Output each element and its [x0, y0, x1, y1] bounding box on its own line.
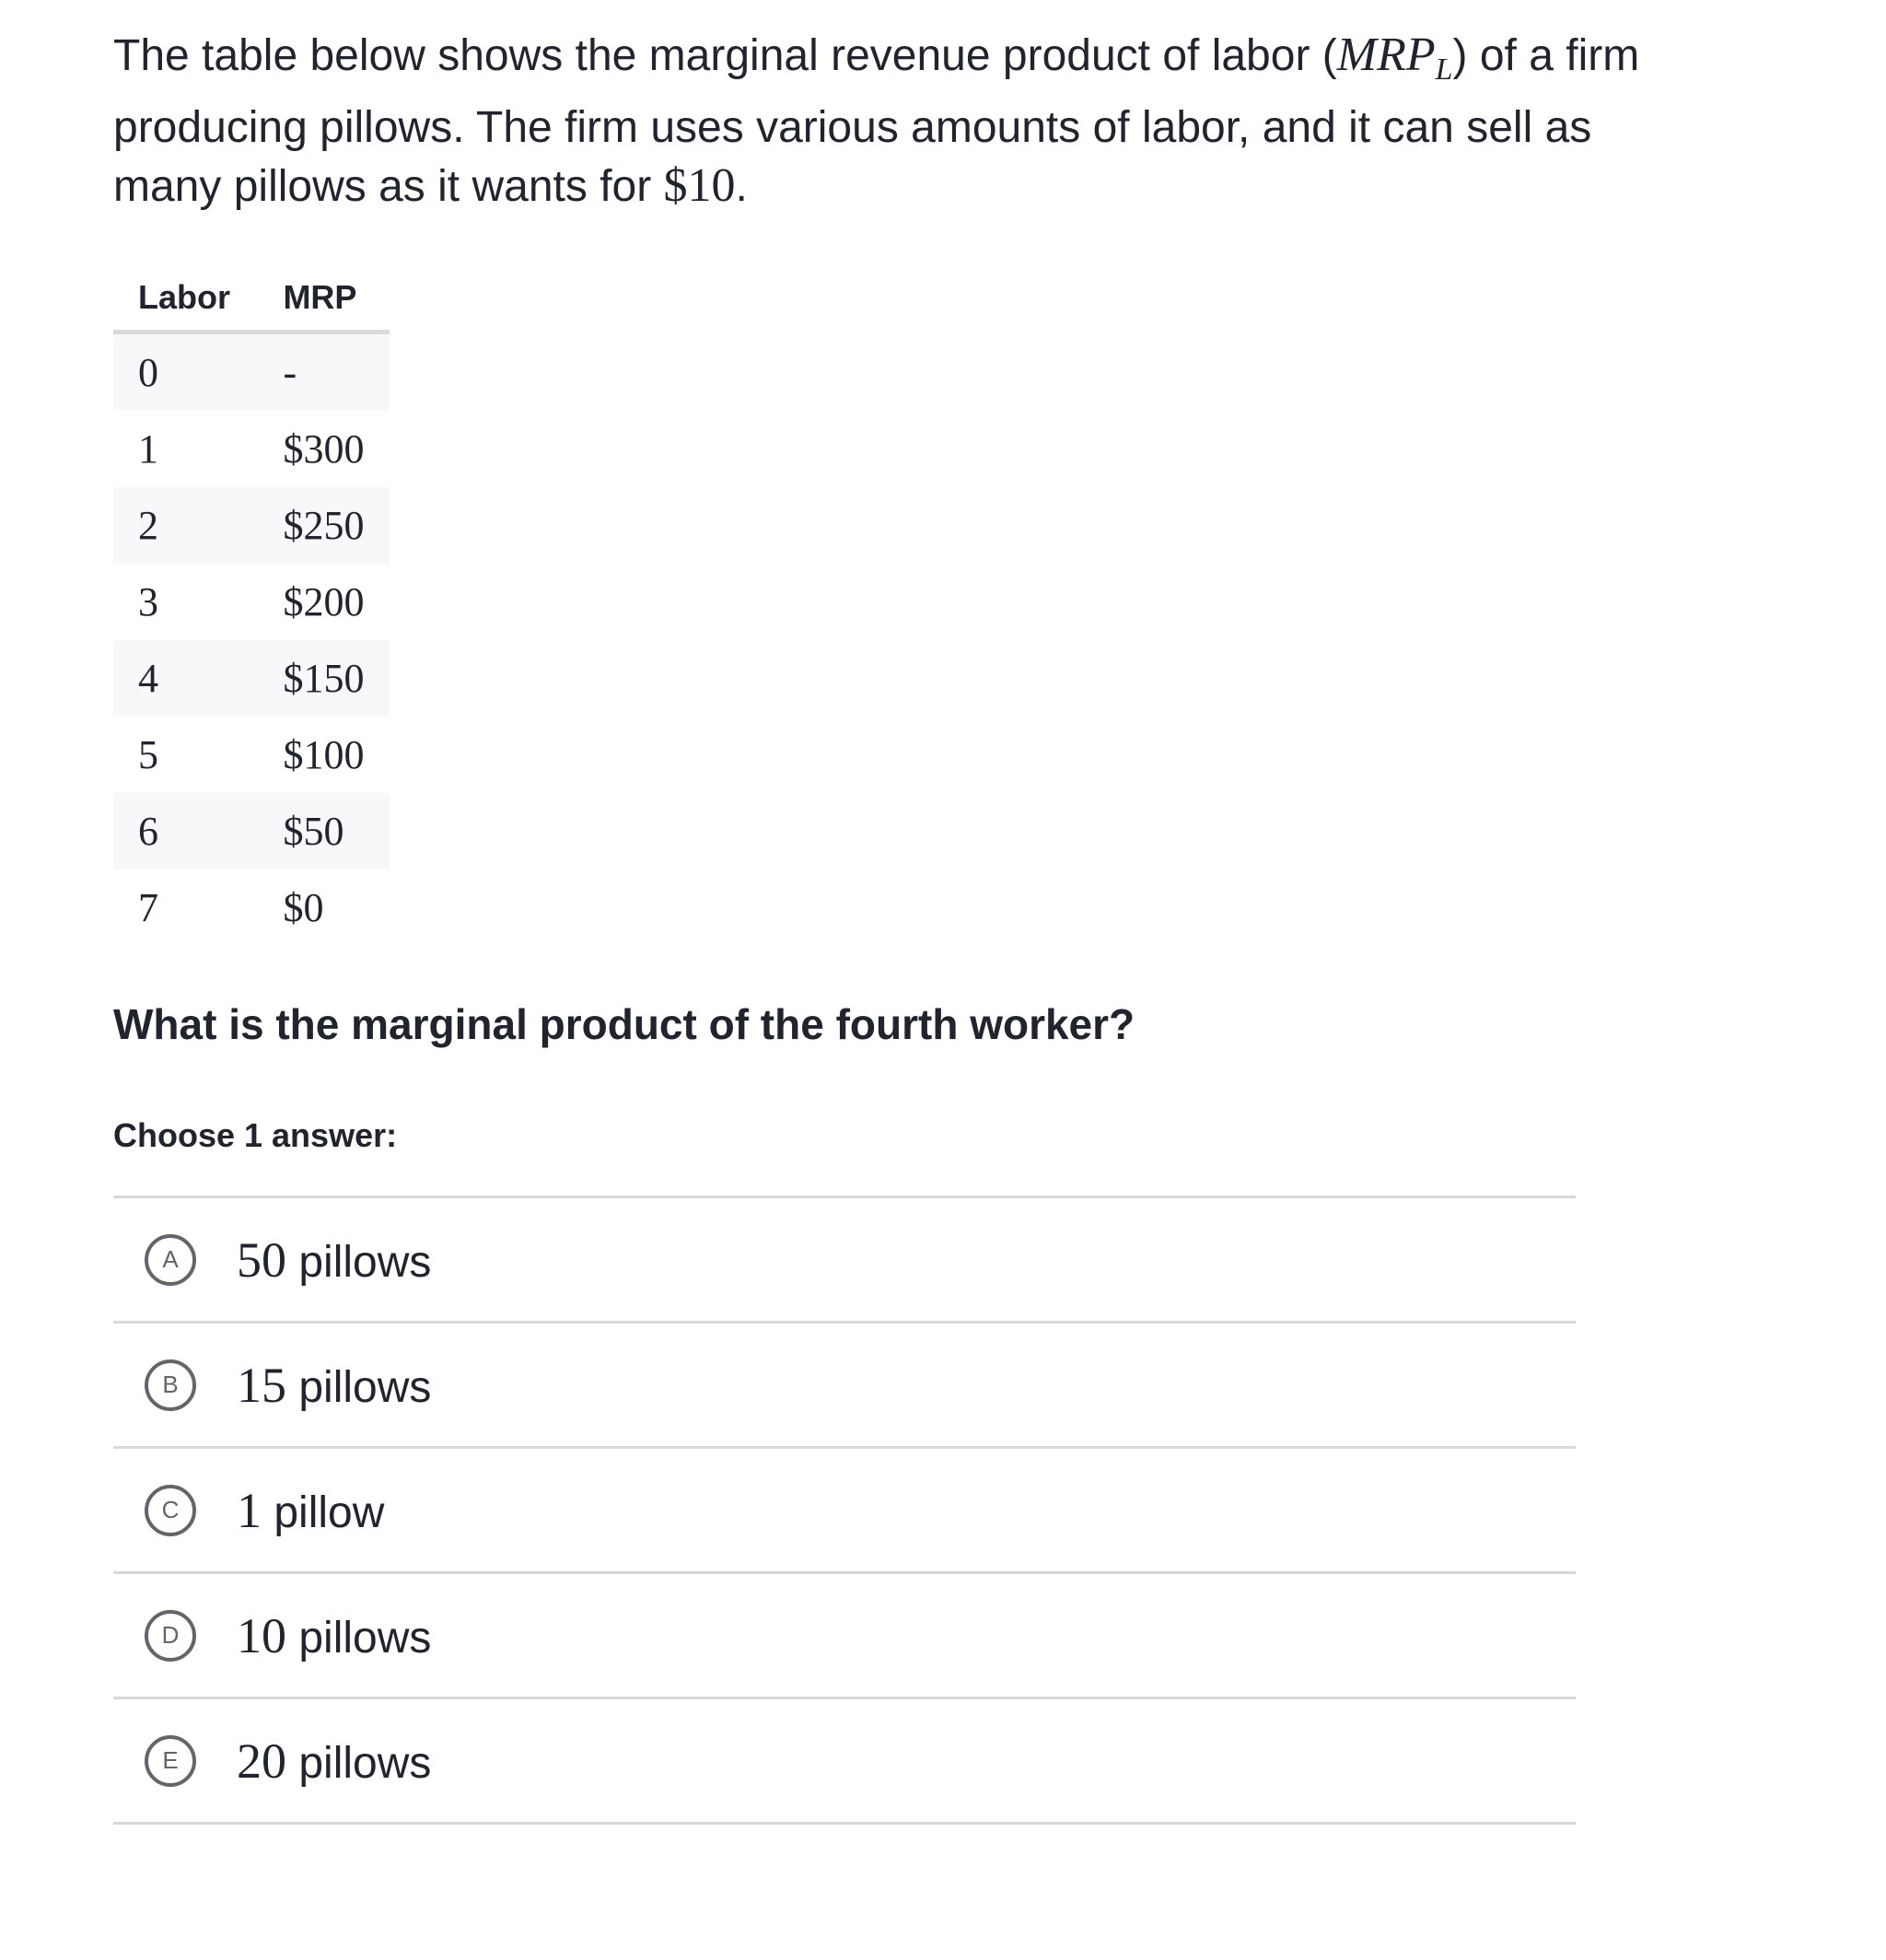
- choose-label: Choose 1 answer:: [113, 1116, 398, 1154]
- choice-unit: pillows: [298, 1738, 432, 1788]
- choice-label: [237, 1357, 431, 1414]
- answer-choices: [113, 1196, 1576, 1825]
- problem-statement: [113, 26, 1679, 216]
- radio-circle-icon[interactable]: C: [145, 1485, 196, 1536]
- choice-label: [237, 1607, 431, 1664]
- choice-number: 15: [237, 1357, 286, 1413]
- table-row: [113, 640, 390, 717]
- table-row: [113, 487, 390, 564]
- table-row: [113, 869, 390, 946]
- column-header-mrp: MRP: [258, 265, 390, 332]
- table-row: [113, 332, 390, 412]
- intro-text: .: [735, 162, 748, 211]
- mrp-cell: $200: [283, 579, 365, 624]
- table-row: [113, 793, 390, 869]
- intro-text: ) of a firm producing pillows. The firm uses various amounts of labor, and it can sell as many pillows as it wants for: [113, 31, 1640, 211]
- mrp-cell: -: [258, 332, 390, 412]
- mrp-cell: $50: [258, 793, 390, 869]
- labor-cell: 3: [138, 579, 158, 624]
- labor-cell: 5: [138, 732, 158, 777]
- mrp-cell: $250: [258, 487, 390, 564]
- intro-text: The table below shows the marginal revenue product of labor (: [113, 31, 1337, 80]
- mrp-l-math: [1336, 29, 1453, 87]
- price-value: $10: [663, 159, 736, 212]
- radio-circle-icon[interactable]: D: [145, 1610, 196, 1662]
- math-mrp: MRP: [1336, 29, 1436, 81]
- labor-cell: 7: [138, 885, 158, 930]
- radio-circle-icon[interactable]: B: [145, 1359, 196, 1411]
- choice-unit: pillows: [298, 1237, 432, 1287]
- math-subscript: L: [1435, 52, 1453, 87]
- choice-unit: pillows: [298, 1613, 432, 1662]
- choice-number: 20: [237, 1732, 286, 1789]
- mrp-table: [113, 265, 390, 946]
- labor-cell: 6: [113, 793, 258, 869]
- choice-label: [237, 1231, 431, 1289]
- table-row: [113, 717, 390, 793]
- labor-cell: 2: [113, 487, 258, 564]
- mrp-cell: $100: [283, 732, 365, 777]
- labor-cell: 1: [138, 426, 158, 472]
- radio-circle-icon[interactable]: A: [145, 1234, 196, 1286]
- choice-d[interactable]: [113, 1574, 1576, 1699]
- choice-c[interactable]: [113, 1449, 1576, 1574]
- choice-number: 50: [237, 1231, 286, 1288]
- mrp-cell: $0: [283, 885, 324, 930]
- question-text: What is the marginal product of the fourth worker?: [113, 1000, 1135, 1048]
- choice-a[interactable]: [113, 1198, 1576, 1324]
- mrp-cell: $150: [258, 640, 390, 717]
- choice-unit: pillows: [298, 1362, 432, 1412]
- choice-e[interactable]: [113, 1699, 1576, 1825]
- labor-cell: 0: [113, 332, 258, 412]
- choice-label: [237, 1482, 384, 1539]
- radio-circle-icon[interactable]: E: [145, 1735, 196, 1787]
- choice-label: [237, 1732, 431, 1790]
- choice-number: 1: [237, 1482, 262, 1538]
- table-row: [113, 411, 390, 487]
- table-row: [113, 564, 390, 640]
- choice-unit: pillow: [274, 1488, 385, 1537]
- mrp-cell: $300: [283, 426, 365, 472]
- choice-b[interactable]: [113, 1324, 1576, 1449]
- column-header-labor: Labor: [113, 265, 258, 332]
- choice-number: 10: [237, 1607, 286, 1663]
- labor-cell: 4: [113, 640, 258, 717]
